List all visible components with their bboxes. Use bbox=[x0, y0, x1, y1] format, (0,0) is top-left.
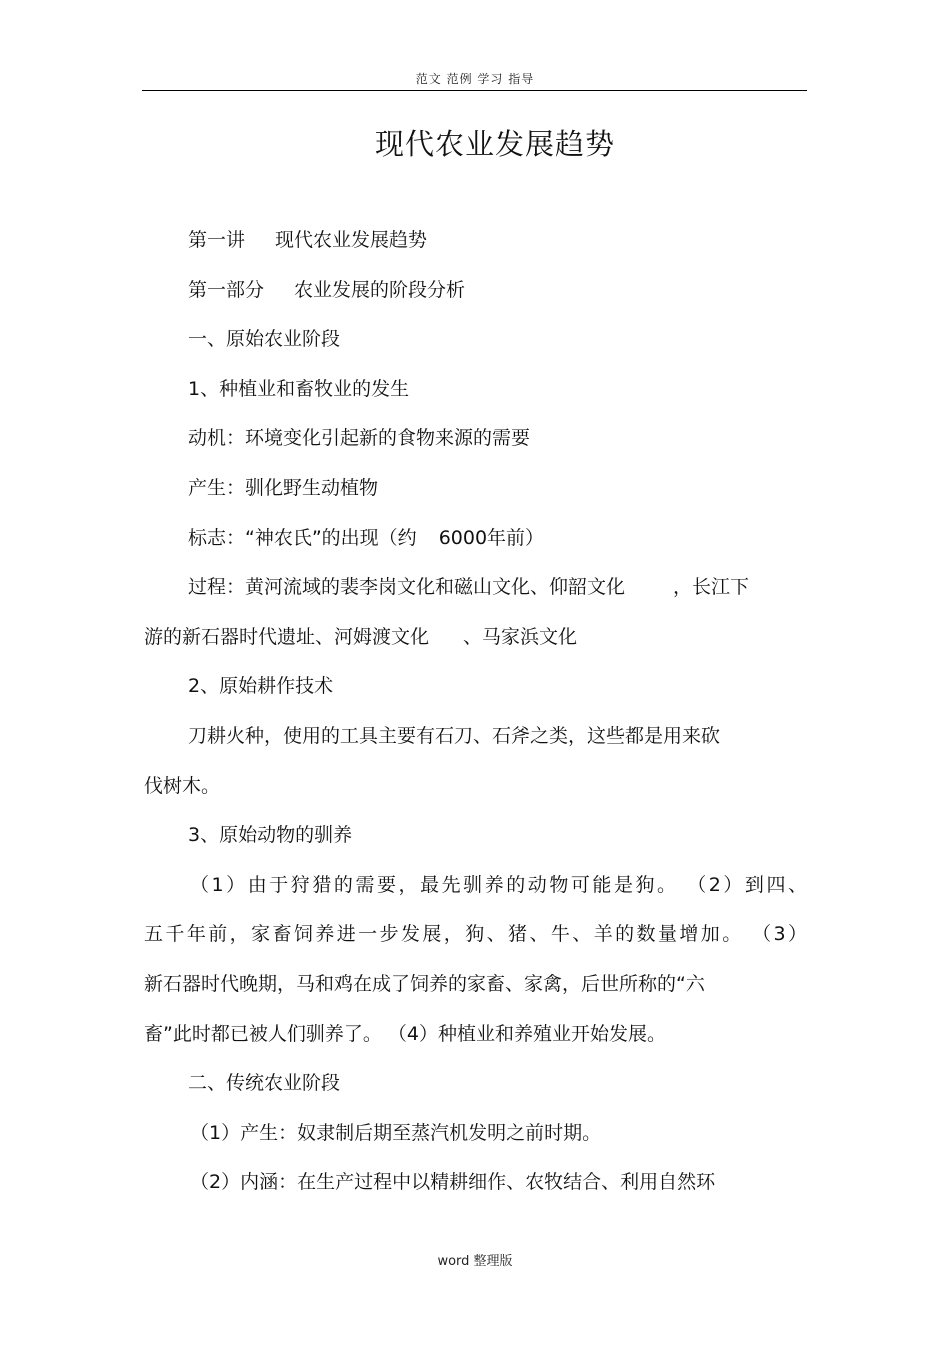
document-body bbox=[144, 216, 807, 1208]
section-heading-2: 二、传统农业阶段 bbox=[188, 1072, 341, 1095]
origin-line: 产生：驯化野生动植物 bbox=[188, 476, 379, 499]
animals-line-1: （1）由于狩猎的需要，最先驯养的动物可能是狗。 （2）到四、 bbox=[190, 873, 807, 896]
animals-line-4: 畜”此时都已被人们驯养了。 （4）种植业和养殖业开始发展。 bbox=[144, 1022, 666, 1045]
section-heading-1: 一、原始农业阶段 bbox=[188, 328, 341, 351]
header-rule bbox=[142, 90, 807, 91]
page-header: 范文 范例 学习 指导 bbox=[415, 72, 535, 86]
page-footer: word 整理版 bbox=[437, 1254, 513, 1269]
motive-line: 动机：环境变化引起新的食物来源的需要 bbox=[188, 427, 531, 450]
traditional-line-1: （1）产生：奴隶制后期至蒸汽机发明之前时期。 bbox=[190, 1121, 602, 1144]
sign-line: 标志：“神农氏”的出现（约 6000年前） bbox=[188, 526, 545, 549]
tech-line-2: 伐树木。 bbox=[144, 774, 221, 797]
process-line-2: 游的新石器时代遗址、河姆渡文化 、马家浜文化 bbox=[144, 625, 578, 648]
lecture-title: 现代农业发展趋势 bbox=[275, 229, 428, 251]
part-label: 第一部分 bbox=[188, 278, 265, 301]
lecture-label: 第一讲 bbox=[188, 229, 246, 251]
subheading-1: 1、种植业和畜牧业的发生 bbox=[188, 377, 410, 400]
part-heading bbox=[144, 266, 807, 316]
subheading-3: 3、原始动物的驯养 bbox=[188, 824, 353, 847]
part-title: 农业发展的阶段分析 bbox=[294, 278, 466, 301]
animals-line-2: 五千年前，家畜饲养进一步发展，狗、猪、牛、羊的数量增加。 （3） bbox=[144, 923, 807, 946]
traditional-line-2: （2）内涵：在生产过程中以精耕细作、农牧结合、利用自然环 bbox=[190, 1171, 716, 1194]
subheading-2: 2、原始耕作技术 bbox=[188, 675, 334, 698]
sign-year: 6000 bbox=[438, 526, 488, 549]
lecture-heading bbox=[144, 216, 807, 266]
tech-line-1: 刀耕火种，使用的工具主要有石刀、石斧之类，这些都是用来砍 bbox=[188, 724, 721, 747]
document-title: 现代农业发展趋势 bbox=[374, 127, 615, 161]
process-line-1: 过程：黄河流域的裴李岗文化和磁山文化、仰韶文化 ，长江下 bbox=[188, 576, 750, 599]
animals-line-3: 新石器时代晚期，马和鸡在成了饲养的家畜、家禽，后世所称的“六 bbox=[144, 972, 705, 995]
